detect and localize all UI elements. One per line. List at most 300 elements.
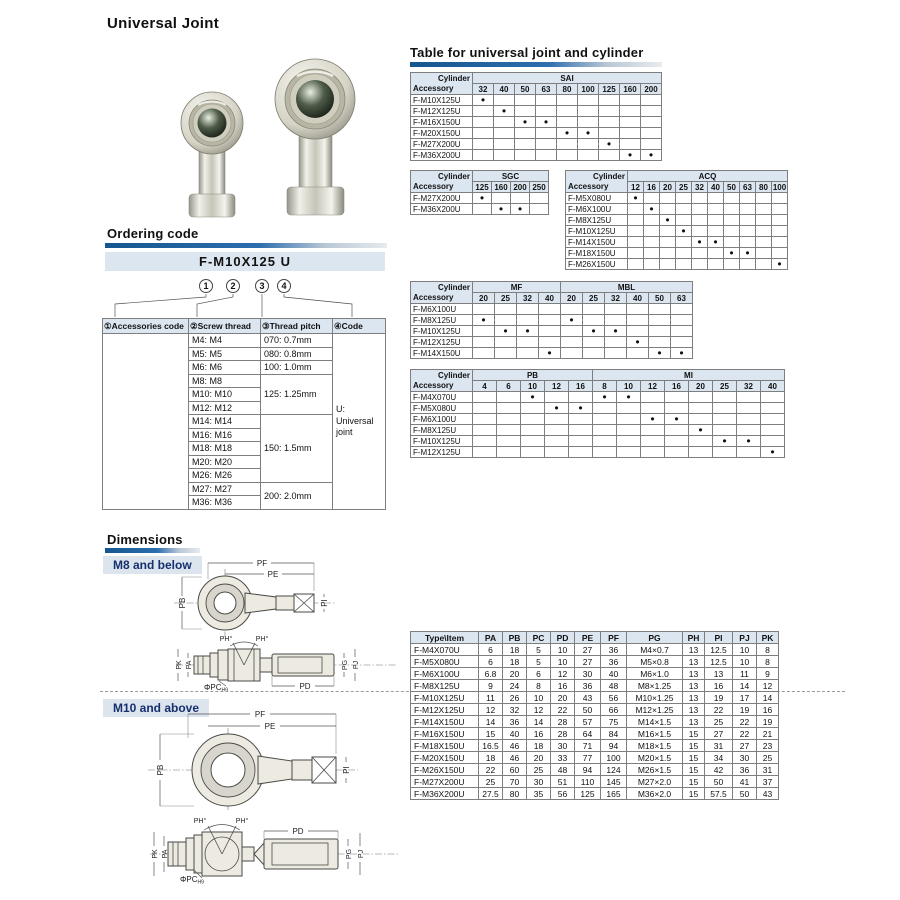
dim-row (411, 716, 779, 728)
compat-cell (497, 436, 521, 447)
dim-cell: 15 (683, 764, 705, 776)
accessory-label: F-M10X125U (566, 226, 628, 237)
acq-table-host (565, 170, 788, 270)
compat-cell (521, 425, 545, 436)
compat-cell (676, 215, 692, 226)
compat-cell (628, 248, 644, 259)
accessory-label: F-M6X100U (566, 204, 628, 215)
compat-cell (495, 315, 517, 326)
bore-size-header: 50 (515, 84, 536, 95)
dim-label-pf: PF (256, 559, 268, 568)
compat-cell (578, 139, 599, 150)
dim-cell: 100 (601, 752, 627, 764)
dim-cell: M18×1.5 (627, 740, 683, 752)
label-m10-and-above: M10 and above (103, 699, 209, 717)
dim-label-pg: PG (342, 659, 349, 671)
dim-cell: M10×1.25 (627, 692, 683, 704)
bore-size-header: 50 (649, 293, 671, 304)
dim-cell: 48 (551, 764, 575, 776)
dim-cell: 14 (527, 716, 551, 728)
compat-cell (536, 128, 557, 139)
compat-cell (665, 403, 689, 414)
dim-cell: 9 (479, 680, 503, 692)
dim-cell: 19 (757, 716, 779, 728)
compat-row (566, 248, 788, 259)
bore-size-header: 200 (641, 84, 662, 95)
screw-thread-cell: M26: M26 (189, 469, 261, 483)
compat-row (411, 128, 662, 139)
bore-size-header: 40 (627, 293, 649, 304)
accessory-label: F-M20X150U (411, 128, 473, 139)
bore-size-header: 125 (599, 84, 620, 95)
compat-cell (740, 215, 756, 226)
dim-cell: 32 (503, 704, 527, 716)
compat-cell (583, 348, 605, 359)
compat-cell (756, 226, 772, 237)
compat-cell (628, 215, 644, 226)
dim-label-pk: PK (152, 849, 159, 859)
dim-cell: M4×0.7 (627, 644, 683, 656)
accessory-label: F-M8X125U (411, 315, 473, 326)
compat-cell (473, 326, 495, 337)
screw-thread-cell: M20: M20 (189, 455, 261, 469)
compat-cell (578, 106, 599, 117)
compat-cell (605, 315, 627, 326)
dim-cell: 42 (705, 764, 733, 776)
dim-cell: F-M5X080U (411, 656, 479, 668)
dim-label-pc: ΦPCH9 (204, 683, 228, 691)
compat-cell (593, 447, 617, 458)
compat-cell (492, 193, 511, 204)
dim-cell: 12 (551, 668, 575, 680)
accessory-label: F-M36X200U (411, 150, 473, 161)
accessory-label: F-M18X150U (566, 248, 628, 259)
dim-col-header: PH (683, 632, 705, 644)
dim-cell: M5×0.8 (627, 656, 683, 668)
screw-thread-cell: M36: M36 (189, 496, 261, 510)
compat-cell (761, 414, 785, 425)
dim-cell: 13 (683, 716, 705, 728)
accessory-label: F-M6X100U (411, 414, 473, 425)
compat-cell (708, 259, 724, 270)
dim-cell: 66 (601, 704, 627, 716)
compat-cell (665, 436, 689, 447)
dim-cell: M6×1.0 (627, 668, 683, 680)
dim-label-pc: ΦPCH9 (180, 875, 204, 884)
compat-cell (676, 248, 692, 259)
compat-cell: ● (740, 248, 756, 259)
compat-cell: ● (628, 193, 644, 204)
accessory-label: F-M8X125U (566, 215, 628, 226)
bore-size-header: 160 (620, 84, 641, 95)
compat-cell (627, 315, 649, 326)
dim-cell: 46 (503, 752, 527, 764)
sgc-table-host (410, 170, 549, 215)
compat-cell: ● (599, 139, 620, 150)
compat-cell (649, 315, 671, 326)
dim-cell: 51 (551, 776, 575, 788)
dim-cell: 12 (527, 704, 551, 716)
compat-row (411, 348, 693, 359)
dim-cell: 48 (601, 680, 627, 692)
compat-cell (644, 215, 660, 226)
compat-cell (473, 106, 494, 117)
compat-cell (530, 204, 549, 215)
dim-cell: 6.8 (479, 668, 503, 680)
accessory-label: F-M10X125U (411, 95, 473, 106)
section-title-dimensions: Dimensions (107, 532, 183, 547)
compat-cell: ● (676, 226, 692, 237)
compat-cell: ● (772, 259, 788, 270)
compat-cell (708, 193, 724, 204)
compat-cell (740, 193, 756, 204)
dim-cell: 84 (601, 728, 627, 740)
compat-cell: ● (627, 337, 649, 348)
dim-label-ph-right: PH° (235, 818, 249, 825)
compat-row (566, 259, 788, 270)
bore-size-header: 12 (628, 182, 644, 193)
bore-size-header: 250 (530, 182, 549, 193)
compat-cell (569, 392, 593, 403)
dim-cell: 41 (733, 776, 757, 788)
compat-row (411, 117, 662, 128)
bore-size-header: 20 (473, 293, 495, 304)
dim-cell: 36 (601, 644, 627, 656)
compat-cell (740, 204, 756, 215)
compat-cell (620, 139, 641, 150)
compat-cell (772, 204, 788, 215)
dim-cell: 20 (527, 752, 551, 764)
accessory-label: F-M5X080U (411, 403, 473, 414)
thread-pitch-cell: 150: 1.5mm (261, 415, 333, 483)
dim-cell: 22 (479, 764, 503, 776)
dim-cell: F-M18X150U (411, 740, 479, 752)
compat-cell (649, 326, 671, 337)
dim-cell: 50 (733, 788, 757, 800)
sai-table-host (410, 72, 662, 161)
dim-cell: M12×1.25 (627, 704, 683, 716)
compat-cell (676, 193, 692, 204)
compat-cell (561, 326, 583, 337)
compat-table (410, 72, 662, 161)
compat-cell (689, 392, 713, 403)
dim-cell: 22 (551, 704, 575, 716)
compat-cell (557, 117, 578, 128)
dim-cell: F-M10X125U (411, 692, 479, 704)
dim-cell: 16 (757, 704, 779, 716)
compat-cell (521, 436, 545, 447)
dim-cell: 21 (757, 728, 779, 740)
accent-bar (410, 62, 662, 67)
ordering-header: ③Thread pitch (261, 319, 333, 334)
dim-col-header: PD (551, 632, 575, 644)
compat-row (411, 139, 662, 150)
dim-cell: 27.5 (479, 788, 503, 800)
compat-cell (761, 425, 785, 436)
compat-cell: ● (692, 237, 708, 248)
compat-cell (713, 447, 737, 458)
dim-cell: 22 (733, 728, 757, 740)
series-header: SGC (473, 171, 549, 182)
bore-size-header: 100 (578, 84, 599, 95)
compat-cell (644, 248, 660, 259)
dim-label-pk: PK (176, 660, 183, 670)
compat-cell (628, 259, 644, 270)
dim-cell: 25 (527, 764, 551, 776)
corner-header: Cylinder Accessory (411, 370, 473, 392)
dim-cell: M16×1.5 (627, 728, 683, 740)
accessories-code-cell (103, 334, 189, 510)
compat-cell: ● (593, 392, 617, 403)
compat-cell (627, 304, 649, 315)
dim-cell: F-M27X200U (411, 776, 479, 788)
compat-cell (605, 337, 627, 348)
dim-cell: M26×1.5 (627, 764, 683, 776)
dim-col-header: PC (527, 632, 551, 644)
compat-cell: ● (473, 95, 494, 106)
dim-col-header: PF (601, 632, 627, 644)
compat-cell (756, 193, 772, 204)
dim-label-pj: PJ (353, 660, 360, 670)
accessory-label: F-M27X200U (411, 139, 473, 150)
compat-cell (617, 447, 641, 458)
compat-cell (494, 150, 515, 161)
dim-cell: 57 (575, 716, 601, 728)
compat-cell (772, 226, 788, 237)
ordering-code-value: F-M10X125 U (105, 252, 385, 271)
bore-size-header: 32 (605, 293, 627, 304)
bore-size-header: 12 (641, 381, 665, 392)
screw-thread-cell: M27: M27 (189, 482, 261, 496)
accessory-label: F-M36X200U (411, 204, 473, 215)
dim-label-pg: PG (346, 848, 353, 860)
dim-col-header: PG (627, 632, 683, 644)
compat-cell (494, 117, 515, 128)
thread-pitch-cell: 080: 0.8mm (261, 347, 333, 361)
bore-size-header: 63 (671, 293, 693, 304)
dim-row (411, 668, 779, 680)
compat-row (411, 403, 785, 414)
compat-cell: ● (473, 193, 492, 204)
dim-cell: 14 (733, 680, 757, 692)
compat-row (411, 95, 662, 106)
compat-cell (517, 337, 539, 348)
compat-cell (539, 337, 561, 348)
compat-cell (644, 259, 660, 270)
compat-cell (515, 128, 536, 139)
accessory-label: F-M12X125U (411, 447, 473, 458)
bore-size-header: 25 (583, 293, 605, 304)
dim-cell: 71 (575, 740, 601, 752)
compat-cell (737, 425, 761, 436)
compat-cell (740, 226, 756, 237)
compat-cell (511, 193, 530, 204)
compat-cell (536, 139, 557, 150)
compat-cell (641, 403, 665, 414)
screw-thread-cell: M18: M18 (189, 442, 261, 456)
dim-cell: 15 (683, 776, 705, 788)
accessory-label: F-M10X125U (411, 326, 473, 337)
compat-cell (536, 106, 557, 117)
compat-cell (713, 392, 737, 403)
dim-label-pb: PB (156, 764, 165, 776)
dim-cell: M14×1.5 (627, 716, 683, 728)
dim-cell: 6 (479, 644, 503, 656)
screw-thread-cell: M6: M6 (189, 361, 261, 375)
compat-cell (494, 139, 515, 150)
dim-col-header: PI (705, 632, 733, 644)
compat-cell (497, 403, 521, 414)
compat-cell (761, 392, 785, 403)
compat-cell (671, 337, 693, 348)
compat-cell (737, 447, 761, 458)
dim-cell: 11 (479, 692, 503, 704)
product-photo (150, 42, 395, 220)
compat-cell (557, 95, 578, 106)
compat-cell (772, 215, 788, 226)
compat-cell (689, 403, 713, 414)
page-title: Universal Joint (107, 15, 220, 32)
dim-col-header: Type\Item (411, 632, 479, 644)
compat-cell (593, 425, 617, 436)
compat-cell (644, 193, 660, 204)
bore-size-header: 32 (473, 84, 494, 95)
compat-row (566, 193, 788, 204)
compat-cell: ● (545, 403, 569, 414)
compat-row (411, 204, 549, 215)
dim-label-ph-left: PH° (193, 818, 207, 825)
compat-cell (641, 436, 665, 447)
compat-cell (772, 248, 788, 259)
compat-cell: ● (641, 414, 665, 425)
dim-cell: 25 (479, 776, 503, 788)
dim-label-ph-right: PH° (255, 636, 269, 643)
bore-size-header: 40 (494, 84, 515, 95)
accessory-label: F-M26X150U (566, 259, 628, 270)
compat-cell (692, 215, 708, 226)
ordering-row (103, 334, 386, 348)
compat-row (411, 414, 785, 425)
compat-cell (578, 95, 599, 106)
dim-cell: M27×2.0 (627, 776, 683, 788)
compat-cell (627, 326, 649, 337)
bore-size-header: 25 (676, 182, 692, 193)
dim-cell: 8 (757, 656, 779, 668)
compat-cell: ● (517, 326, 539, 337)
compat-cell (599, 95, 620, 106)
compat-cell: ● (557, 128, 578, 139)
compat-cell (724, 237, 740, 248)
compat-cell (530, 193, 549, 204)
bore-size-header: 16 (665, 381, 689, 392)
bore-size-header: 63 (536, 84, 557, 95)
compat-cell (724, 204, 740, 215)
bore-size-header: 200 (511, 182, 530, 193)
compat-cell (724, 259, 740, 270)
compat-cell (641, 117, 662, 128)
compat-cell: ● (708, 237, 724, 248)
compat-cell (557, 150, 578, 161)
bore-size-header: 80 (557, 84, 578, 95)
dim-label-pb: PB (178, 597, 187, 609)
marker-4: 4 (277, 279, 291, 293)
dim-cell: F-M4X070U (411, 644, 479, 656)
dim-row (411, 704, 779, 716)
dim-cell: F-M26X150U (411, 764, 479, 776)
compat-cell: ● (536, 117, 557, 128)
compat-cell (473, 304, 495, 315)
ordering-header: ①Accessories code (103, 319, 189, 334)
corner-header: Cylinder Accessory (411, 73, 473, 95)
section-title-compat: Table for universal joint and cylinder (410, 45, 644, 60)
compat-cell (660, 259, 676, 270)
compat-cell: ● (492, 204, 511, 215)
dim-cell: 56 (551, 788, 575, 800)
compat-cell (473, 436, 497, 447)
compat-cell (599, 106, 620, 117)
compat-cell (628, 226, 644, 237)
compat-row (411, 304, 693, 315)
compat-cell (517, 348, 539, 359)
dim-cell: 27 (705, 728, 733, 740)
dim-cell: 8 (757, 644, 779, 656)
compat-cell (676, 204, 692, 215)
compat-cell: ● (473, 315, 495, 326)
compat-cell (473, 425, 497, 436)
dim-cell: 18 (503, 656, 527, 668)
compat-row (411, 106, 662, 117)
dim-cell: 5 (527, 644, 551, 656)
series-header: ACQ (628, 171, 788, 182)
compat-cell (692, 193, 708, 204)
compat-row (566, 237, 788, 248)
dim-cell: 36 (733, 764, 757, 776)
bore-size-header: 6 (497, 381, 521, 392)
bore-size-header: 63 (740, 182, 756, 193)
dim-cell: 60 (503, 764, 527, 776)
dim-cell: 40 (503, 728, 527, 740)
compat-cell: ● (561, 315, 583, 326)
compat-cell: ● (569, 403, 593, 414)
dim-col-header: PA (479, 632, 503, 644)
compat-row (566, 226, 788, 237)
dim-cell: 18 (503, 644, 527, 656)
pb-mi-table-host (410, 369, 785, 458)
accessory-label: F-M12X125U (411, 337, 473, 348)
dim-cell: 20 (551, 692, 575, 704)
dim-cell: M36×2.0 (627, 788, 683, 800)
compat-cell: ● (620, 150, 641, 161)
bore-size-header: 20 (660, 182, 676, 193)
compat-cell (495, 337, 517, 348)
compat-cell (515, 95, 536, 106)
dim-cell: 12.5 (705, 656, 733, 668)
compat-cell (545, 425, 569, 436)
dim-col-header: PK (757, 632, 779, 644)
dim-cell: 36 (575, 680, 601, 692)
bore-size-header: 10 (521, 381, 545, 392)
compat-cell (583, 315, 605, 326)
compat-cell (641, 128, 662, 139)
dim-cell: 30 (733, 752, 757, 764)
compat-cell (724, 215, 740, 226)
compat-cell (521, 414, 545, 425)
compat-row (411, 425, 785, 436)
compat-cell (692, 248, 708, 259)
accent-bar (105, 243, 387, 248)
corner-header: Cylinder Accessory (411, 171, 473, 193)
thread-pitch-cell: 200: 2.0mm (261, 482, 333, 509)
